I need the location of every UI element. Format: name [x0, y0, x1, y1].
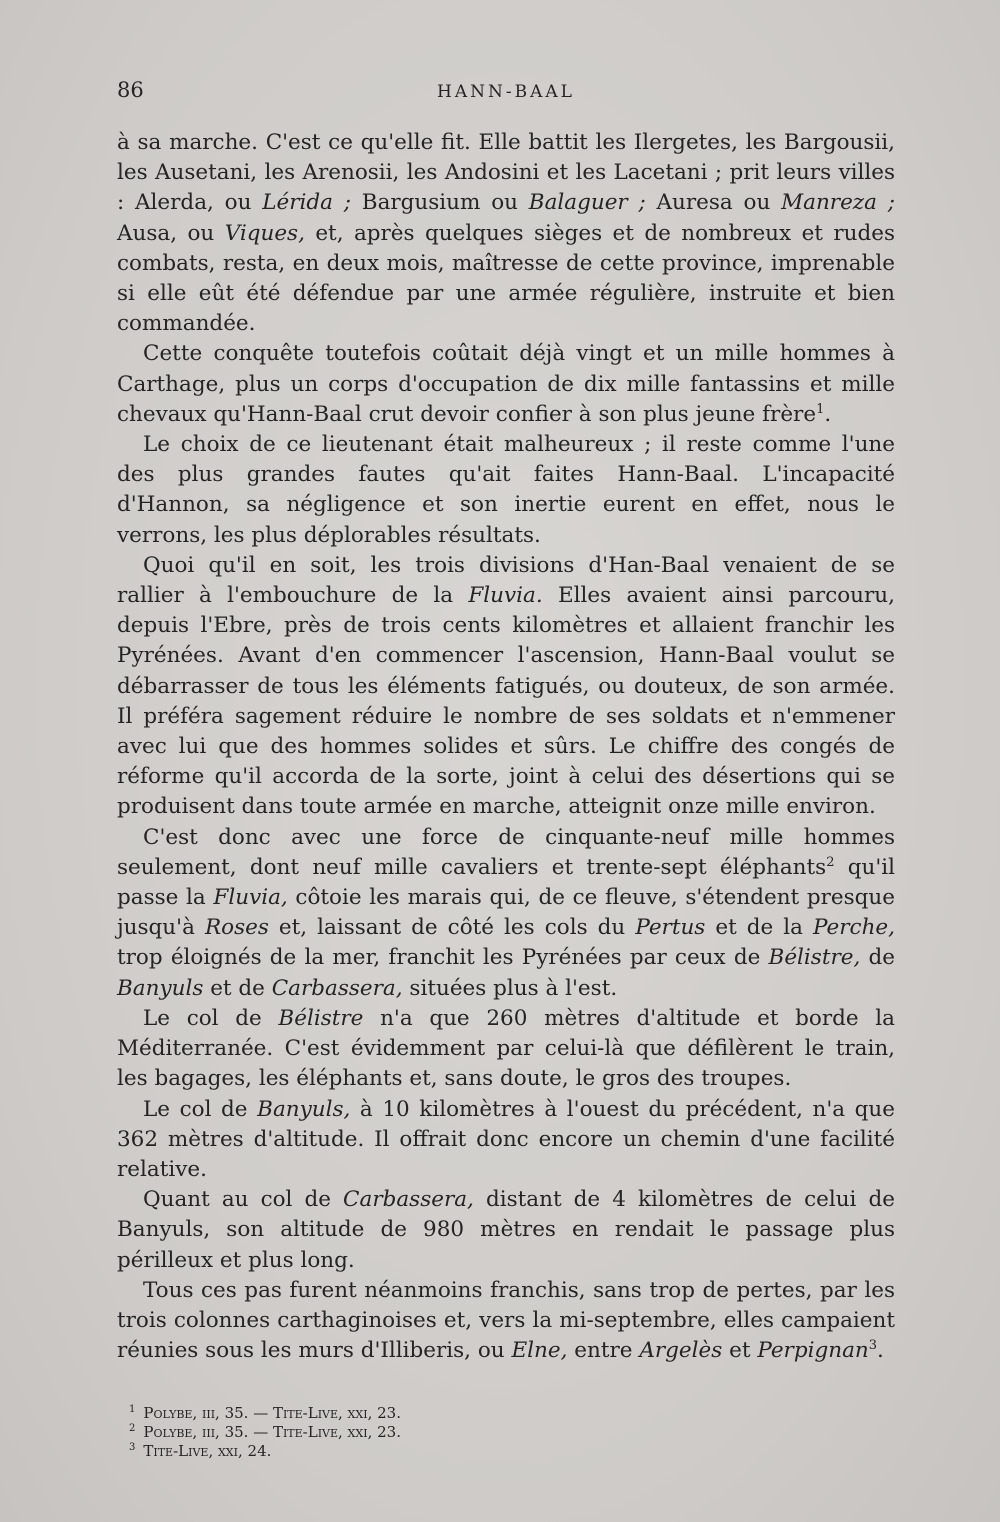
paragraph [117, 430, 895, 551]
footnote-marker: 3 [129, 1442, 136, 1453]
text-run: et de [203, 975, 272, 1001]
italic-text: Fluvia. [468, 583, 543, 609]
footnote-marker: 2 [129, 1423, 136, 1434]
paragraph [117, 1276, 895, 1367]
page-number: 86 [117, 78, 144, 102]
footnote-text: Polybe, iii, 35. — Tite-Live, xxi, 23. [143, 1423, 401, 1441]
footnote-reference: 3 [868, 1337, 878, 1353]
footnote-text: Tite-Live, xxi, 24. [143, 1442, 272, 1460]
paragraph [117, 551, 895, 823]
italic-text: Carbassera, [343, 1187, 474, 1213]
italic-text: Balaguer ; [528, 190, 646, 216]
text-run: et, laissant de côté les cols du [268, 915, 636, 941]
italic-text: Perpignan [757, 1338, 869, 1364]
page-header [117, 78, 895, 110]
text-run: Le choix de ce lieutenant était malheureux ; il reste comme l'une des plus grandes fautes qu'ait faites Hann-Baal. L'incapacité d'Hannon, sa négligence et son inertie eurent en effet, nous le verrons, les plus déplorables résultats. [117, 432, 895, 548]
footnote-text: Polybe, iii, 35. — Tite-Live, xxi, 23. [143, 1404, 401, 1422]
text-run: . [824, 401, 832, 427]
italic-text: Bélistre, [768, 945, 861, 971]
footnote-reference: 1 [816, 401, 825, 417]
italic-text: Viques, [224, 220, 305, 246]
paragraph [117, 1004, 895, 1095]
text-run: entre [567, 1338, 640, 1364]
text-run: et [722, 1338, 758, 1364]
text-run: distant de 4 kilomètres de celui de Banyuls, son altitude de 980 mètres en rendait le passage plus périlleux et plus long. [117, 1187, 895, 1273]
text-run: Le col de [143, 1096, 258, 1122]
italic-text: Banyuls, [257, 1096, 351, 1122]
text-run: Tous ces pas furent néanmoins franchis, sans trop de pertes, par les trois colonnes carthaginoises et, vers la mi-septembre, elles campaient réunies sous les murs d'Illiberis, ou [117, 1277, 895, 1364]
italic-text: Perche, [813, 915, 895, 941]
text-run: Elles avaient ainsi parcouru, depuis l'Ebre, près de trois cents kilomètres et allaient franchir les Pyrénées. Avant d'en commencer l'ascension, Hann-Baal voulut se débarrasser de tous les éléments fatigués, ou douteux, de son armée. Il préféra sagement réduire le nombre de ses soldats et n'emmener avec lui que des hommes solides et sûrs. Le chiffre des congés de réforme qu'il accorda de la sorte, joint à celui des désertions qui se produisent dans toute armée en marche, atteignit onze mille environ. [117, 583, 895, 820]
text-run: Ausa, ou [117, 220, 225, 246]
text-run: Bargusium ou [350, 190, 529, 216]
body-text [117, 128, 895, 1366]
text-run: qu'il passe la [117, 854, 896, 911]
paragraph [117, 1185, 895, 1276]
footnote [117, 1442, 895, 1461]
text-run: Quant au col de [143, 1187, 344, 1213]
text-run: Le col de [143, 1005, 279, 1031]
italic-text: Pertus [635, 915, 706, 941]
text-run: à sa marche. C'est ce qu'elle fit. Elle battit les Ilergetes, les Bargousii, les Ausetani, les Arenosii, les Andosini et les Lacetani ; prit leurs villes : Alerda, ou [117, 130, 895, 216]
text-run: situées plus à l'est. [402, 975, 618, 1001]
paragraph [117, 1095, 895, 1186]
footnote-marker: 1 [129, 1404, 136, 1415]
italic-text: Banyuls [117, 975, 204, 1001]
text-run: Cette conquête toutefois coûtait déjà vingt et un mille hommes à Carthage, plus un corps d'occupation de dix mille fantassins et mille chevaux qu'Hann-Baal crut devoir confier à son plus jeune frère [117, 341, 895, 427]
text-run: à 10 kilomètres à l'ouest du précédent, n'a que 362 mètres d'altitude. Il offrait donc encore un chemin d'une facilité relative. [117, 1096, 896, 1182]
italic-text: Elne, [511, 1338, 568, 1364]
text-run: Quoi qu'il en soit, les trois divisions d'Han-Baal venaient de se rallier à l'embouchure de la [117, 552, 895, 609]
italic-text: Argelès [639, 1338, 723, 1364]
footnote [117, 1404, 895, 1423]
running-title: HANN-BAAL [437, 82, 575, 102]
italic-text: Lérida ; [262, 190, 351, 216]
text-run: et de la [705, 915, 814, 941]
paragraph [117, 339, 895, 430]
italic-text: Carbassera, [271, 975, 403, 1001]
italic-text: Manreza ; [781, 190, 895, 216]
text-run: de [860, 945, 895, 971]
text-run: n'a que 260 mètres d'altitude et borde la Méditerranée. C'est évidemment par celui-là que défilèrent le train, les bagages, les éléphants et, sans doute, le gros des troupes. [117, 1005, 895, 1092]
text-run: et, après quelques sièges et de nombreux et rudes combats, resta, en deux mois, maîtresse de cette province, imprenable si elle eût été défendue par une armée régulière, instruite et bien commandée. [117, 220, 895, 337]
text-run: Auresa ou [645, 190, 782, 216]
text-run: trop éloignés de la mer, franchit les Pyrénées par ceux de [117, 945, 769, 971]
italic-text: Fluvia, [213, 885, 288, 911]
italic-text: Roses [204, 915, 269, 941]
text-run: . [877, 1338, 884, 1364]
footnotes [117, 1404, 895, 1461]
paragraph [117, 128, 895, 339]
footnote [117, 1423, 895, 1442]
text-run: C'est donc avec une force de cinquante-neuf mille hommes seulement, dont neuf mille cavaliers et trente-sept éléphants [117, 824, 895, 880]
footnote-reference: 2 [826, 854, 835, 870]
italic-text: Bélistre [278, 1005, 364, 1031]
paragraph [117, 823, 895, 1004]
text-run: côtoie les marais qui, de ce fleuve, s'étendent presque jusqu'à [117, 885, 895, 941]
